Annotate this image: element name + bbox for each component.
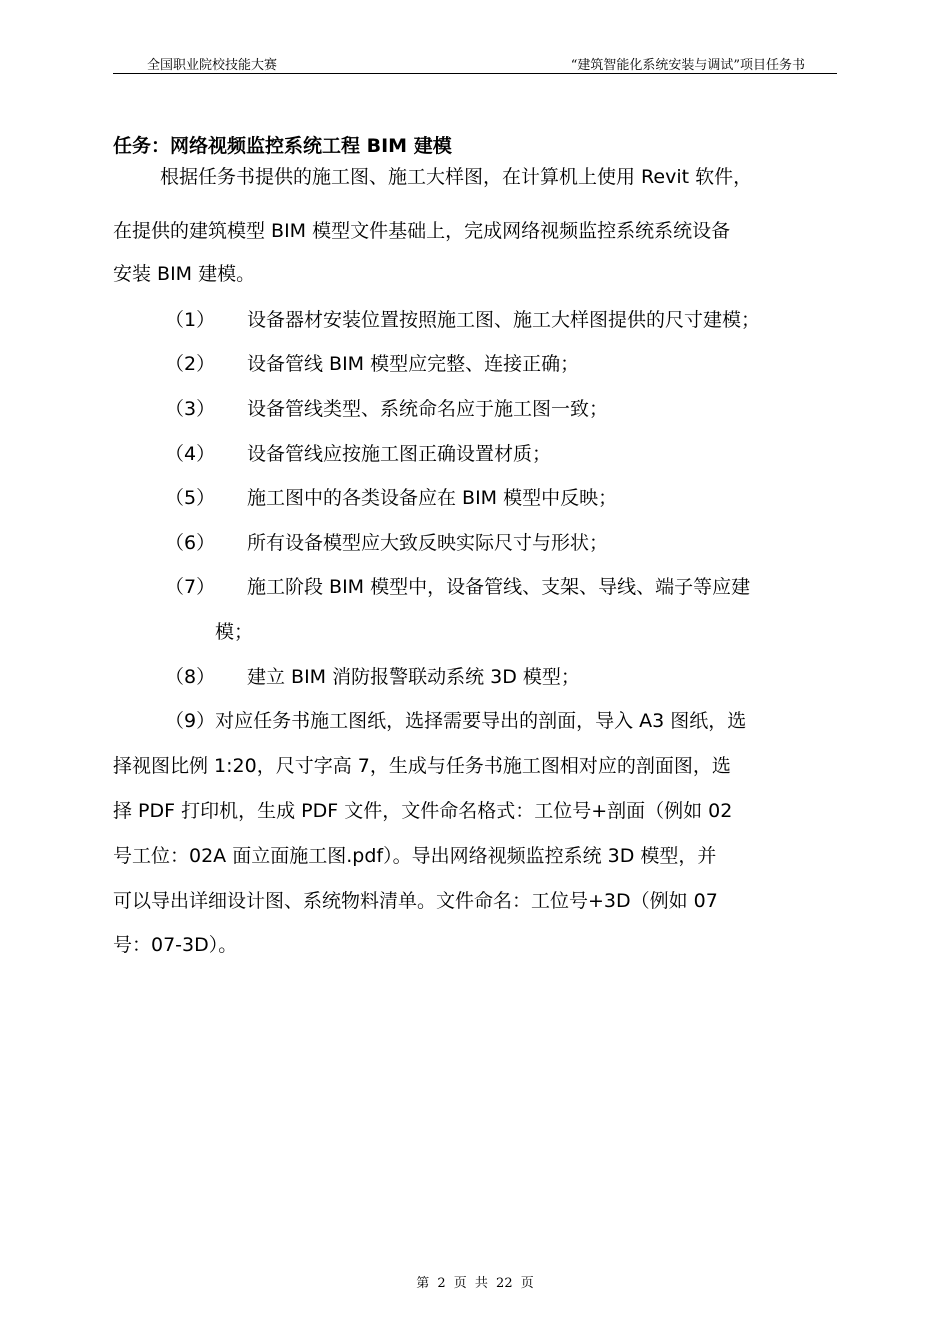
list-item-number: （1） — [165, 309, 216, 331]
list-item-number: （3） — [165, 398, 216, 420]
list-item-text: 设备器材安装位置按照施工图、施工大样图提供的尺寸建模； — [247, 309, 761, 331]
item9-line: 号：07-3D）。 — [113, 934, 238, 956]
item9-line: 择视图比例 1:20，尺寸字高 7，生成与任务书施工图相对应的剖面图，选 — [113, 755, 731, 777]
item9-line: 可以导出详细设计图、系统物料清单。文件命名：工位号+3D（例如 07 — [113, 890, 718, 912]
list-item-text: 建立 BIM 消防报警联动系统 3D 模型； — [247, 666, 580, 688]
page-number-footer: 第 2 页 共 22 页 — [416, 1276, 534, 1291]
list-item-text: 施工图中的各类设备应在 BIM 模型中反映； — [247, 487, 618, 509]
list-item-text: 设备管线应按施工图正确设置材质； — [247, 443, 552, 465]
list-item-number: （2） — [165, 353, 216, 375]
list-item-number: （5） — [165, 487, 216, 509]
list-item-number: （6） — [165, 532, 216, 554]
list-item-number: （7） — [165, 576, 216, 598]
intro-line: 在提供的建筑模型 BIM 模型文件基础上，完成网络视频监控系统系统设备 — [113, 220, 731, 242]
header-document-title: “建筑智能化系统安装与调试”项目任务书 — [570, 58, 805, 73]
list-item-number: （8） — [165, 666, 216, 688]
list-item-continuation: 模； — [215, 621, 254, 643]
task-title: 任务：网络视频监控系统工程 BIM 建模 — [113, 135, 452, 157]
item9-line: （9）对应任务书施工图纸，选择需要导出的剖面，导入 A3 图纸，选 — [165, 710, 747, 732]
page-header — [113, 54, 837, 74]
item9-line: 择 PDF 打印机，生成 PDF 文件，文件命名格式：工位号+剖面（例如 02 — [113, 800, 733, 822]
intro-line: 根据任务书提供的施工图、施工大样图，在计算机上使用 Revit 软件， — [160, 166, 753, 188]
list-item-text: 设备管线 BIM 模型应完整、连接正确； — [247, 353, 580, 375]
header-competition-name: 全国职业院校技能大赛 — [147, 58, 278, 73]
item9-line: 号工位：02A 面立面施工图.pdf）。导出网络视频监控系统 3D 模型，并 — [113, 845, 717, 867]
list-item-number: （4） — [165, 443, 216, 465]
list-item-text: 施工阶段 BIM 模型中，设备管线、支架、导线、端子等应建 — [247, 576, 751, 598]
intro-line: 安装 BIM 建模。 — [113, 263, 256, 285]
list-item-text: 所有设备模型应大致反映实际尺寸与形状； — [247, 532, 609, 554]
list-item-text: 设备管线类型、系统命名应于施工图一致； — [247, 398, 609, 420]
